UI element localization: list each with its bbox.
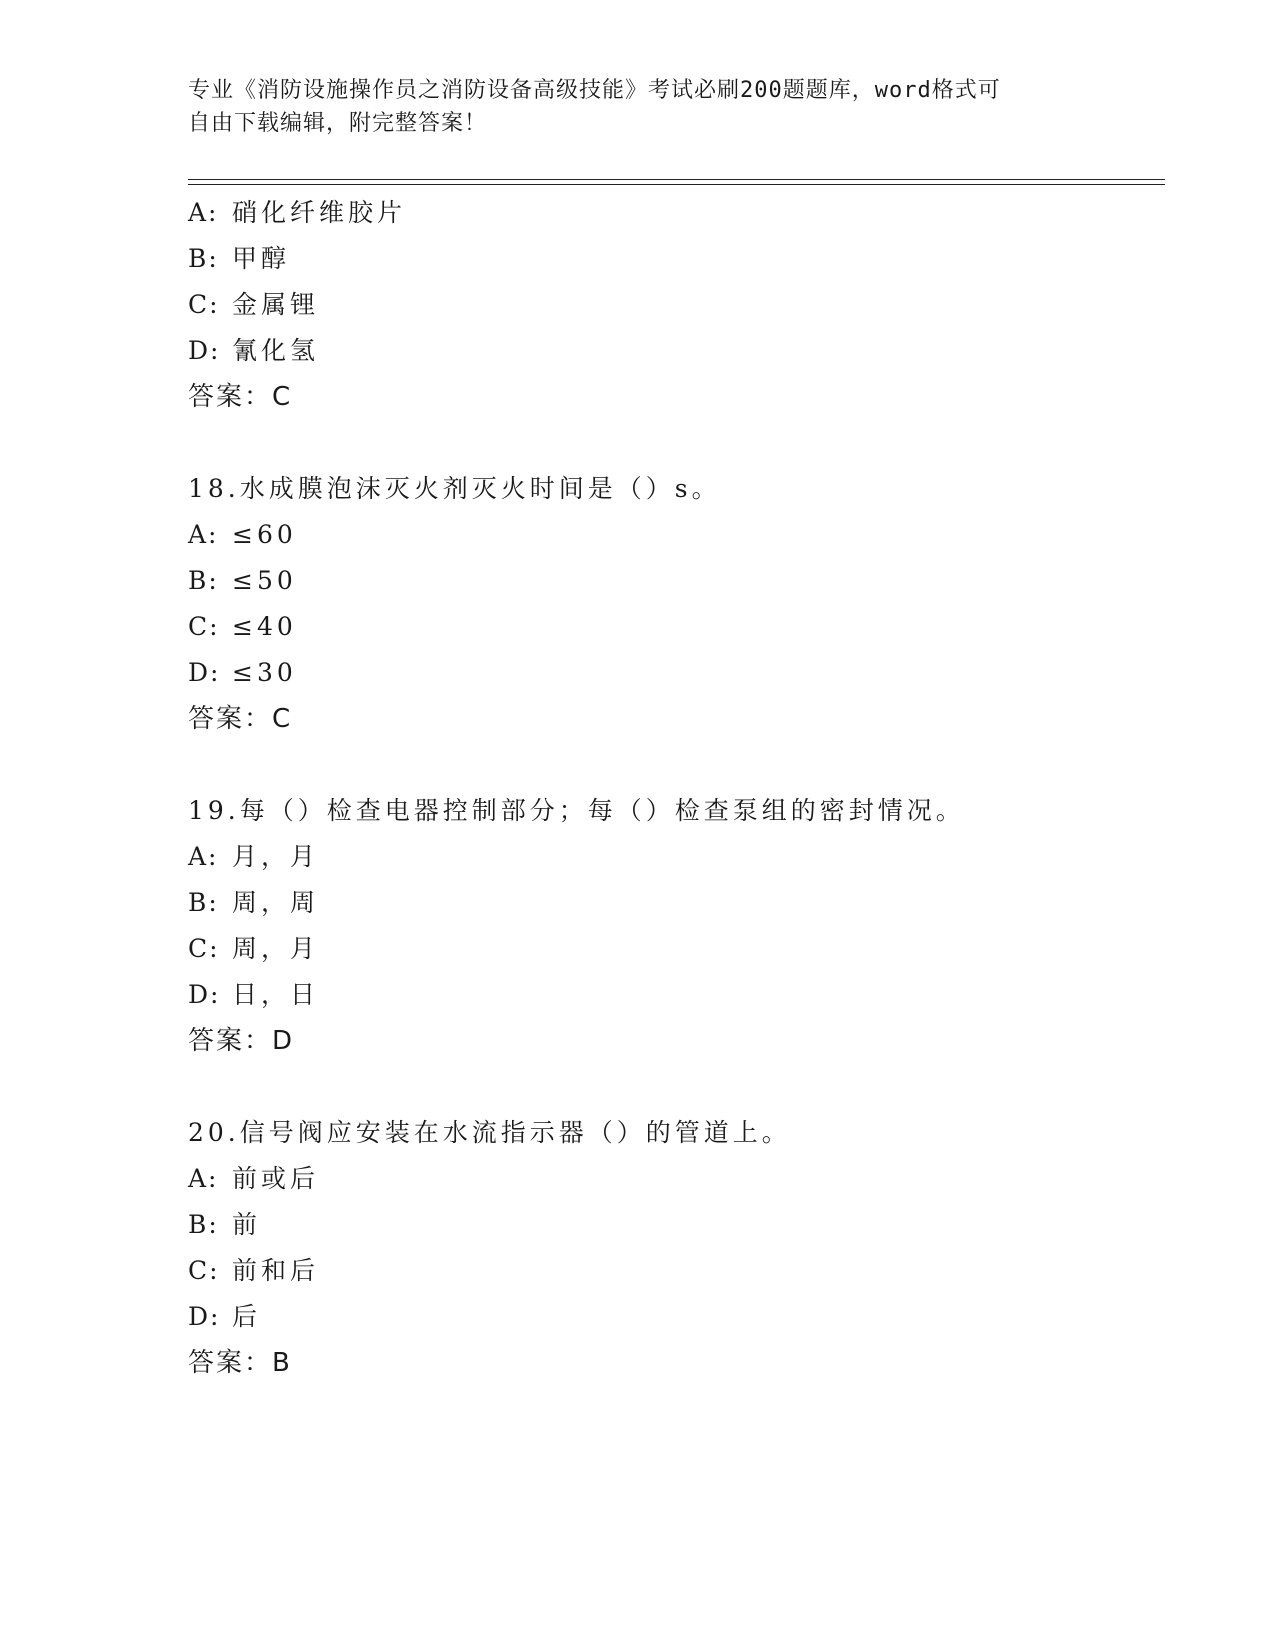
option-text: 甲醇 — [232, 244, 291, 273]
option-d — [188, 972, 1168, 1018]
option-text: 氰化氢 — [232, 336, 320, 365]
header-title-line-2: 自由下载编辑，附完整答案！ — [188, 111, 488, 136]
question-text: 20.信号阀应安装在水流指示器（）的管道上。 — [188, 1118, 791, 1147]
question-block-19 — [188, 788, 1168, 1064]
option-a — [188, 834, 1168, 880]
option-label: D: — [188, 980, 221, 1009]
option-label: B: — [188, 566, 219, 595]
spacer — [188, 1064, 1168, 1110]
option-label: A: — [188, 198, 219, 227]
header-divider-bottom — [188, 184, 1165, 185]
question-text: 18.水成膜泡沫灭火剂灭火时间是（）s。 — [188, 474, 721, 503]
question-block-18 — [188, 466, 1168, 742]
question-list — [188, 190, 1168, 1386]
option-text: 周，周 — [232, 888, 320, 917]
question-block-20 — [188, 1110, 1168, 1386]
option-text: 日，日 — [232, 980, 320, 1009]
option-label: B: — [188, 888, 219, 917]
option-label: A: — [188, 842, 219, 871]
option-label: C: — [188, 612, 220, 641]
option-d — [188, 650, 1168, 696]
question-block-17 — [188, 190, 1168, 420]
header-title-line-1: 专业《消防设施操作员之消防设备高级技能》考试必刷200题题库，word格式可 — [188, 78, 1001, 103]
option-text: ≤60 — [232, 520, 297, 549]
document-header — [188, 74, 1088, 140]
option-text: 前或后 — [232, 1164, 320, 1193]
spacer — [188, 420, 1168, 466]
option-b — [188, 558, 1168, 604]
option-label: D: — [188, 336, 221, 365]
option-b — [188, 1202, 1168, 1248]
option-b — [188, 880, 1168, 926]
option-text: 周，月 — [232, 934, 320, 963]
option-b — [188, 236, 1168, 282]
option-text: ≤30 — [232, 658, 297, 687]
answer-line: 答案：D — [188, 1026, 295, 1056]
spacer — [188, 742, 1168, 788]
option-label: D: — [188, 658, 221, 687]
option-d — [188, 328, 1168, 374]
answer-line: 答案：C — [188, 382, 293, 412]
option-a — [188, 512, 1168, 558]
option-text: 前和后 — [232, 1256, 320, 1285]
option-label: A: — [188, 520, 219, 549]
answer-line: 答案：C — [188, 704, 293, 734]
option-a — [188, 190, 1168, 236]
option-text: ≤40 — [232, 612, 297, 641]
answer-line: 答案：B — [188, 1348, 292, 1378]
question-text: 19.每（）检查电器控制部分；每（）检查泵组的密封情况。 — [188, 796, 965, 825]
option-text: 前 — [232, 1210, 262, 1239]
option-label: C: — [188, 290, 220, 319]
option-c — [188, 926, 1168, 972]
option-c — [188, 604, 1168, 650]
option-d — [188, 1294, 1168, 1340]
option-text: ≤50 — [232, 566, 297, 595]
option-c — [188, 1248, 1168, 1294]
option-label: B: — [188, 244, 219, 273]
option-label: A: — [188, 1164, 219, 1193]
option-text: 金属锂 — [232, 290, 320, 319]
option-label: C: — [188, 1256, 220, 1285]
option-label: B: — [188, 1210, 219, 1239]
option-a — [188, 1156, 1168, 1202]
option-c — [188, 282, 1168, 328]
option-text: 月，月 — [232, 842, 320, 871]
option-label: C: — [188, 934, 220, 963]
option-label: D: — [188, 1302, 221, 1331]
header-divider-top — [188, 179, 1165, 180]
option-text: 硝化纤维胶片 — [232, 198, 407, 227]
option-text: 后 — [232, 1302, 262, 1331]
